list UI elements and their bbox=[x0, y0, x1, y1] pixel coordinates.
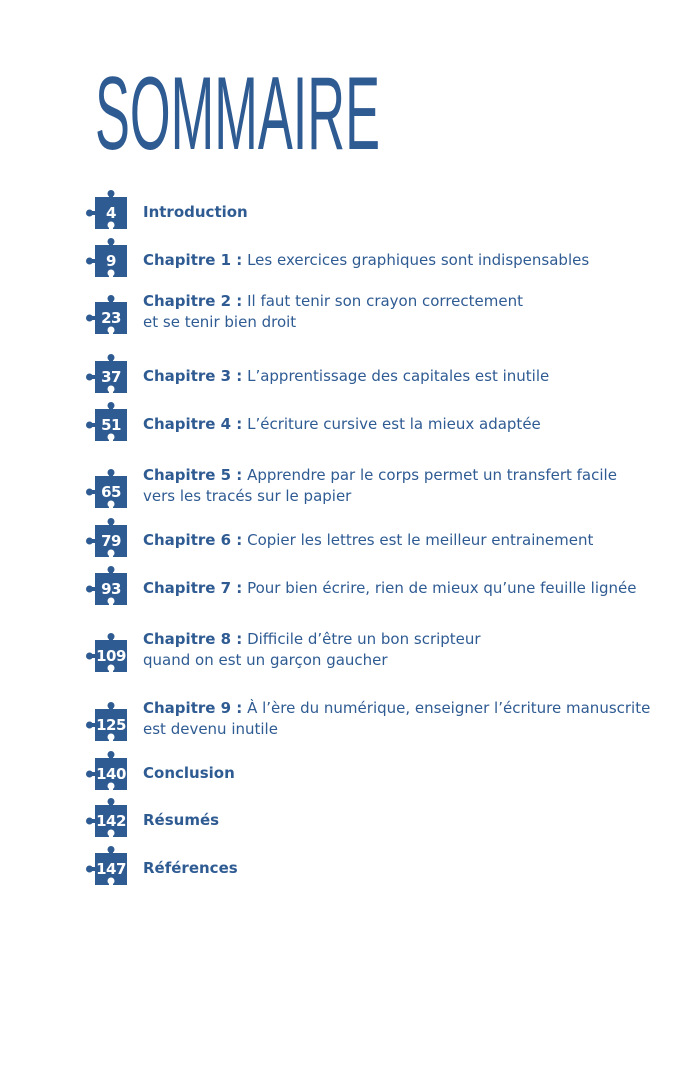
page-number: 147 bbox=[96, 860, 126, 878]
page-title bbox=[95, 56, 395, 172]
page-number: 37 bbox=[101, 368, 121, 386]
entry-label: Chapitre 8 : bbox=[143, 630, 243, 648]
entry-title: Pour bien écrire, rien de mieux qu’une feuille lignée bbox=[247, 579, 637, 597]
entry-title: Copier les lettres est le meilleur entrainement bbox=[247, 531, 594, 549]
entry-title: L’écriture cursive est la mieux adaptée bbox=[247, 415, 541, 433]
entry-line-1 bbox=[143, 202, 248, 223]
entry-line-2: vers les tracés sur le papier bbox=[143, 487, 352, 505]
page-number: 93 bbox=[101, 580, 121, 598]
entry-title: Apprendre par le corps permet un transfert facile bbox=[247, 466, 617, 484]
entry-line-1 bbox=[143, 530, 593, 551]
entry-title: L’apprentissage des capitales est inutile bbox=[247, 367, 550, 385]
puzzle-piece-icon bbox=[86, 295, 130, 339]
entry-label: Chapitre 1 : bbox=[143, 251, 243, 269]
entry-label: Résumés bbox=[143, 811, 220, 829]
puzzle-piece-icon bbox=[86, 566, 130, 610]
puzzle-piece-icon bbox=[86, 238, 130, 282]
entry-label: Chapitre 4 : bbox=[143, 415, 243, 433]
page-number: 4 bbox=[106, 204, 116, 222]
entry-title: À l’ère du numérique, enseigner l’écriture manuscrite bbox=[247, 699, 651, 717]
entry-line-1 bbox=[143, 250, 589, 271]
puzzle-piece-icon bbox=[86, 354, 130, 398]
entry-line-1 bbox=[143, 810, 219, 831]
puzzle-piece-icon bbox=[86, 402, 130, 446]
puzzle-piece-icon bbox=[86, 798, 130, 842]
entry-line-1 bbox=[143, 698, 650, 719]
puzzle-piece-icon bbox=[86, 469, 130, 513]
puzzle-piece-icon bbox=[86, 633, 130, 677]
entry-line-1 bbox=[143, 763, 235, 784]
puzzle-piece-icon bbox=[86, 190, 130, 234]
entry-label: Conclusion bbox=[143, 764, 235, 782]
page-number: 23 bbox=[101, 309, 121, 327]
entry-line-2: et se tenir bien droit bbox=[143, 313, 297, 331]
entry-line-1 bbox=[143, 366, 549, 387]
entry-line-1 bbox=[143, 629, 481, 650]
entry-title: Les exercices graphiques sont indispensables bbox=[247, 251, 590, 269]
page-number: 109 bbox=[96, 647, 126, 665]
entry-line-1 bbox=[143, 291, 523, 312]
page-number: 65 bbox=[101, 483, 121, 501]
puzzle-piece-icon bbox=[86, 702, 130, 746]
entry-label: Chapitre 2 : bbox=[143, 292, 243, 310]
entry-label: Chapitre 3 : bbox=[143, 367, 243, 385]
entry-line-1 bbox=[143, 414, 541, 435]
puzzle-piece-icon bbox=[86, 846, 130, 890]
entry-line-1 bbox=[143, 578, 637, 599]
entry-label: Chapitre 7 : bbox=[143, 579, 243, 597]
puzzle-piece-icon bbox=[86, 751, 130, 795]
page-number: 79 bbox=[101, 532, 121, 550]
entry-label: Introduction bbox=[143, 203, 248, 221]
page-number: 125 bbox=[96, 716, 126, 734]
entry-line-2: quand on est un garçon gaucher bbox=[143, 651, 388, 669]
page-number: 51 bbox=[101, 416, 121, 434]
entry-label: Chapitre 6 : bbox=[143, 531, 243, 549]
entry-line-1 bbox=[143, 858, 238, 879]
entry-label: Chapitre 5 : bbox=[143, 466, 243, 484]
svg-text:SOMMAIRE: SOMMAIRE bbox=[95, 56, 380, 172]
entry-title: Il faut tenir son crayon correctement bbox=[247, 292, 523, 310]
puzzle-piece-icon bbox=[86, 518, 130, 562]
page-number: 140 bbox=[96, 765, 126, 783]
page-number: 9 bbox=[106, 252, 116, 270]
entry-line-2: est devenu inutile bbox=[143, 720, 278, 738]
entry-label: Chapitre 9 : bbox=[143, 699, 243, 717]
entry-title: Difficile d’être un bon scripteur bbox=[247, 630, 481, 648]
entry-label: Références bbox=[143, 859, 238, 877]
entry-line-1 bbox=[143, 465, 617, 486]
page-number: 142 bbox=[96, 812, 126, 830]
